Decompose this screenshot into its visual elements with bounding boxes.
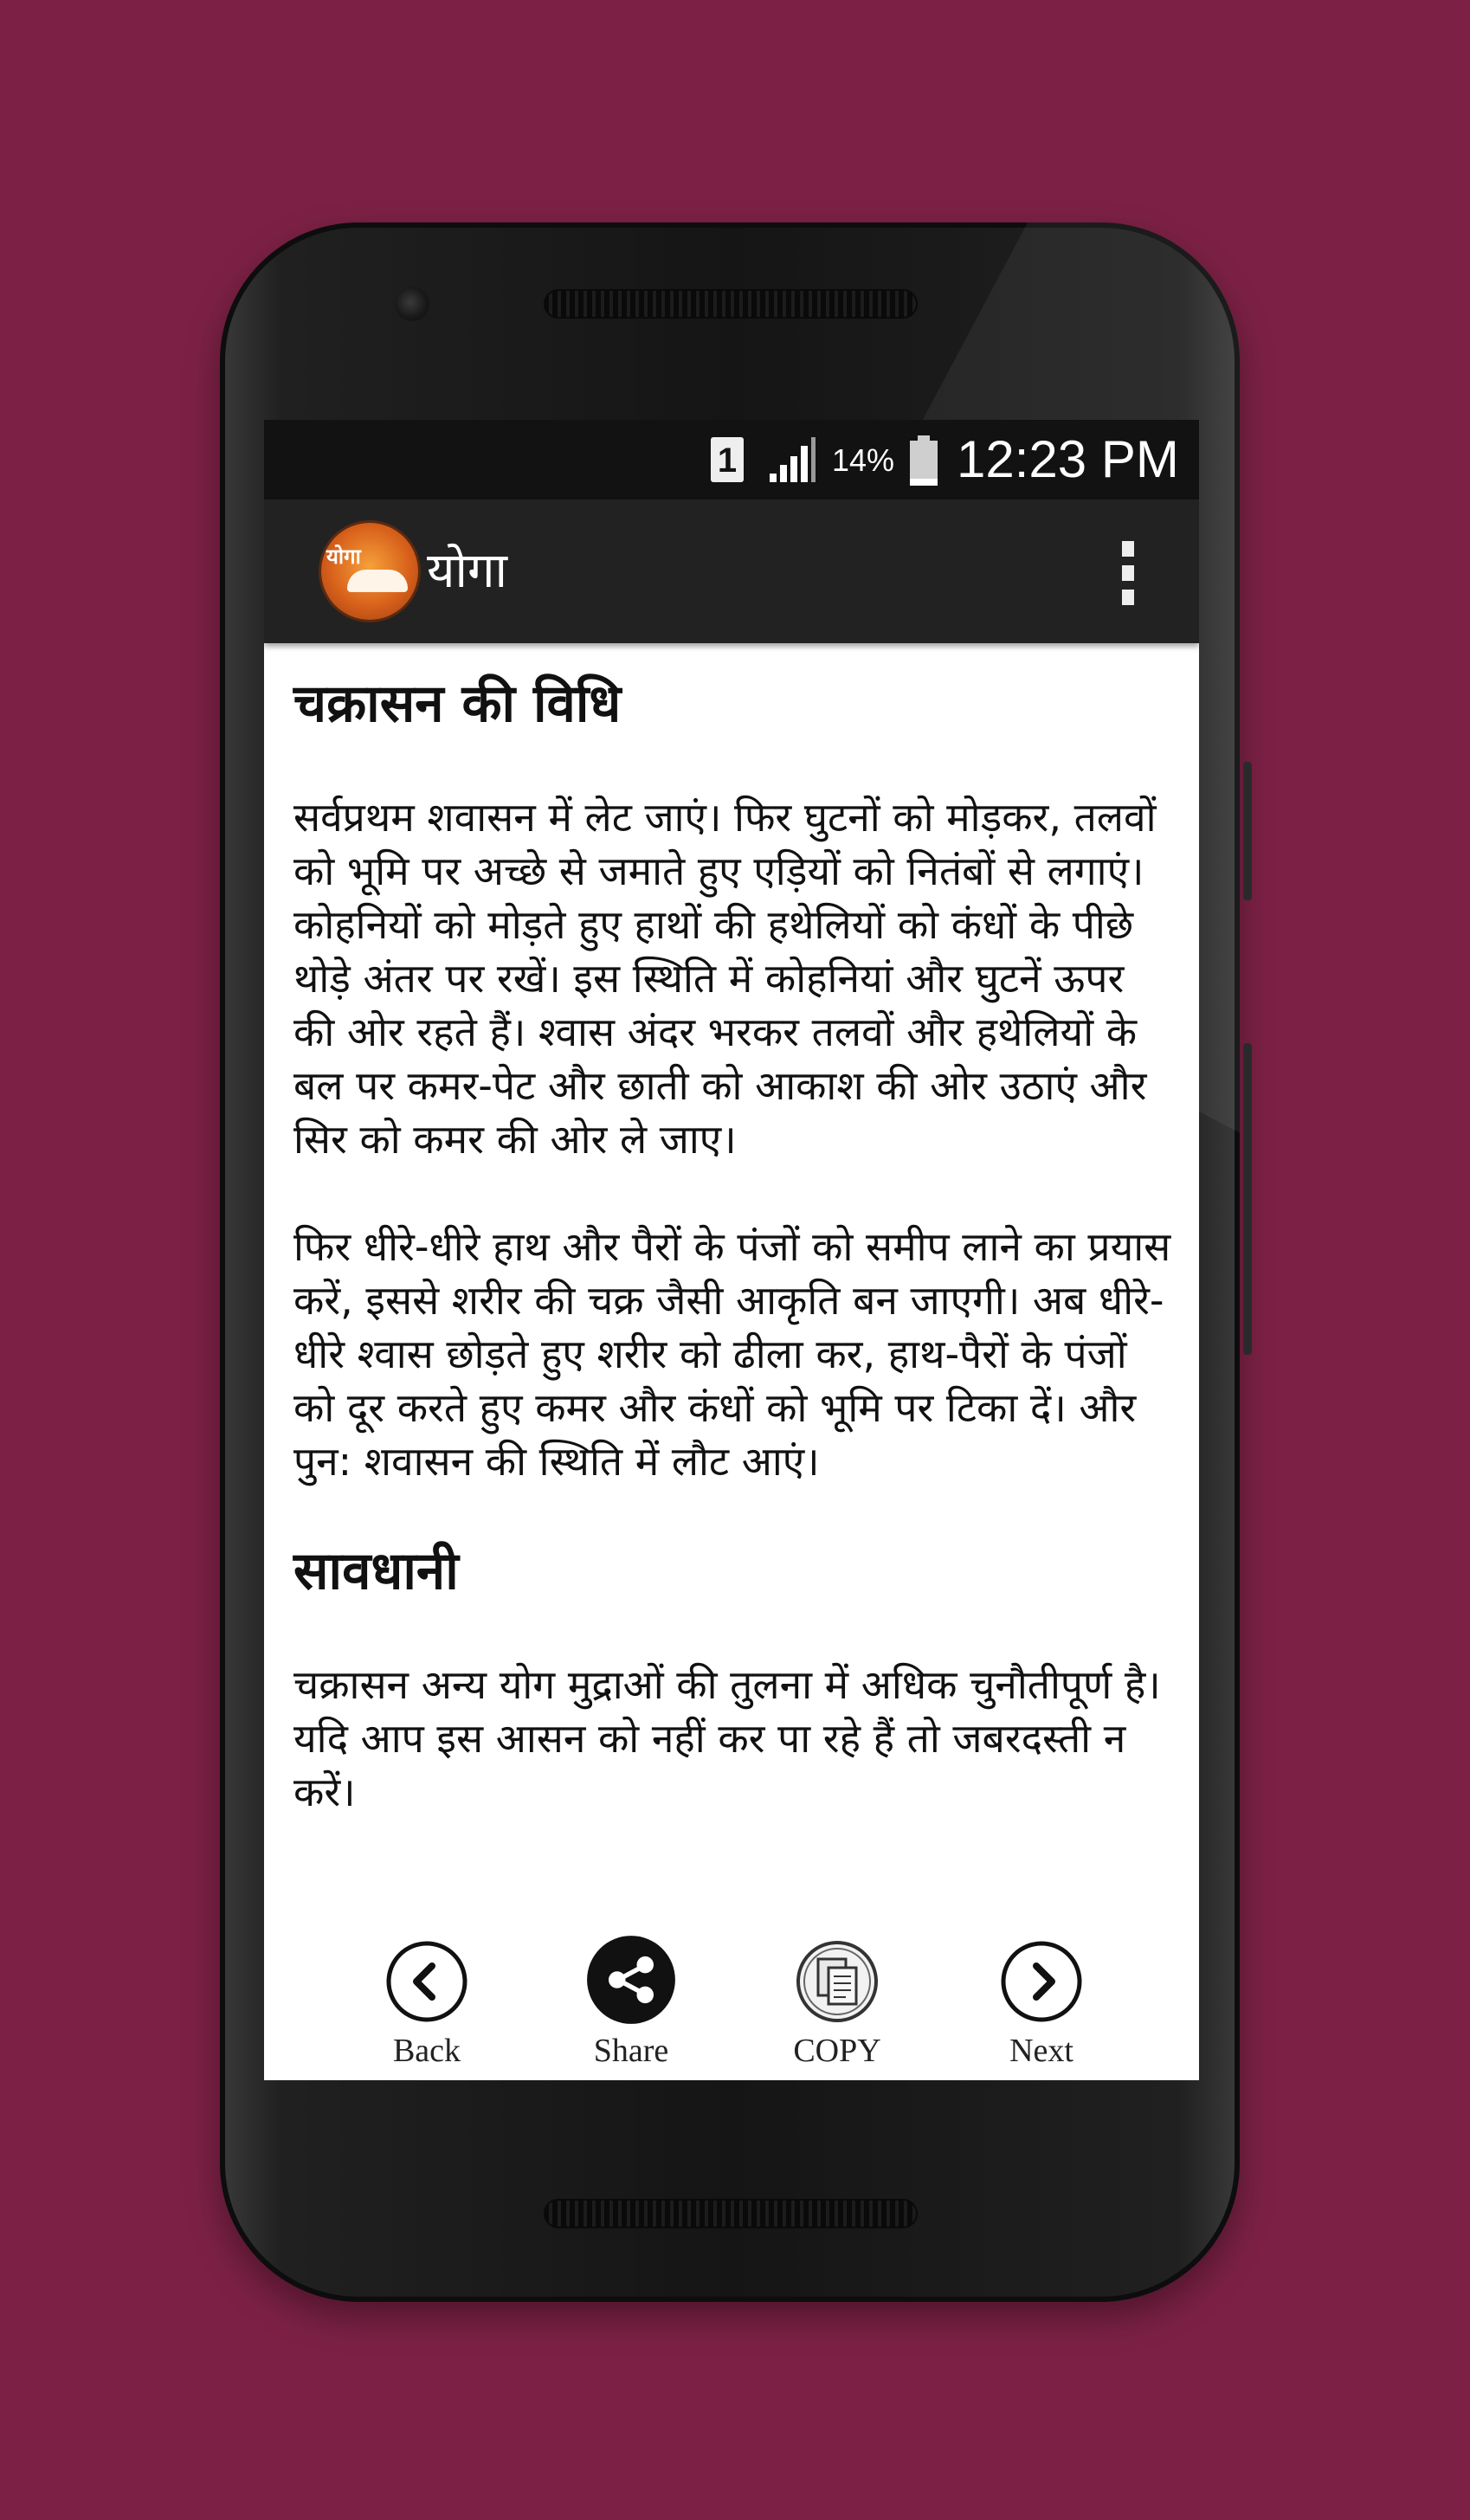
volume-button [1243,1043,1252,1355]
method-paragraph-1: सर्वप्रथम शवासन में लेट जाएं। फिर घुटनों को मोड़कर, तलवों को भूमि पर अच्छे से जमाते हुए एड़ियों को नितंबों से लगाएं। कोहनियों को मोड़ते हुए हाथों की हथेलियों को कंधों के पीछे थोड़े अंतर पर रखें। इस स्थिति में कोहनियां और घुटनें ऊपर की ओर रहते हैं। श्वास अंदर भरकर तलवों और हथेलियों के बल पर कमर-पेट और छाती को आकाश की ओर उठाएं और सिर को कमर की ओर ले जाए। [293,794,1157,1163]
yoga-pose-figure [347,570,408,592]
app-logo-text: योगा [326,545,361,569]
signal-strength-icon [768,435,816,484]
back-label: Back [392,2033,461,2069]
app-title: योगा [427,543,508,599]
status-time: 12:23 PM [957,430,1179,488]
section-heading-method: चक्रासन की विधि [293,674,622,734]
copy-button[interactable] [759,1931,915,2073]
method-paragraph-2: फिर धीरे-धीरे हाथ और पैरों के पंजों को समीप लाने का प्रयास करें, इससे शरीर की चक्र जैसी आकृति बन जाएगी। अब धीरे-धीरे श्वास छोड़ते हुए शरीर को ढीला कर, हाथ-पैरों के पंजों को दूर करते हुए कमर और कंधों को भूमि पर टिका दें। और पुन: शवासन की स्थिति में लौट आएं। [293,1223,1171,1485]
battery-icon [906,434,941,487]
share-icon [586,1935,676,2025]
back-button[interactable] [349,1931,505,2073]
phone-screen [264,420,1199,2080]
overflow-menu-icon[interactable] [1100,538,1152,609]
sim-slot-icon: 1 [711,437,744,482]
bottom-speaker-grille [544,2199,918,2228]
caution-paragraph: चक्रासन अन्य योग मुद्राओं की तुलना में अधिक चुनौतीपूर्ण है। यदि आप इस आसन को नहीं कर पा रहे हैं तो जबरदस्ती न करें। [293,1661,1161,1815]
copy-icon [796,1940,879,2023]
chevron-right-icon [1000,1940,1083,2023]
section-heading-caution: सावधानी [293,1541,459,1602]
next-button[interactable] [964,1931,1119,2073]
article-content[interactable] [264,643,1199,1924]
status-bar [264,420,1199,499]
next-label: Next [1009,2033,1073,2069]
app-action-bar [264,499,1199,643]
chevron-left-icon [385,1940,468,2023]
share-label: Share [593,2033,669,2069]
top-speaker-grille [544,289,918,319]
copy-label: COPY [793,2033,881,2069]
power-button [1243,762,1252,900]
app-logo-icon[interactable] [321,523,418,620]
front-camera [395,287,429,321]
battery-percent: 14% [832,442,895,478]
share-button[interactable] [553,1931,709,2073]
bottom-nav-bar [264,1924,1199,2080]
